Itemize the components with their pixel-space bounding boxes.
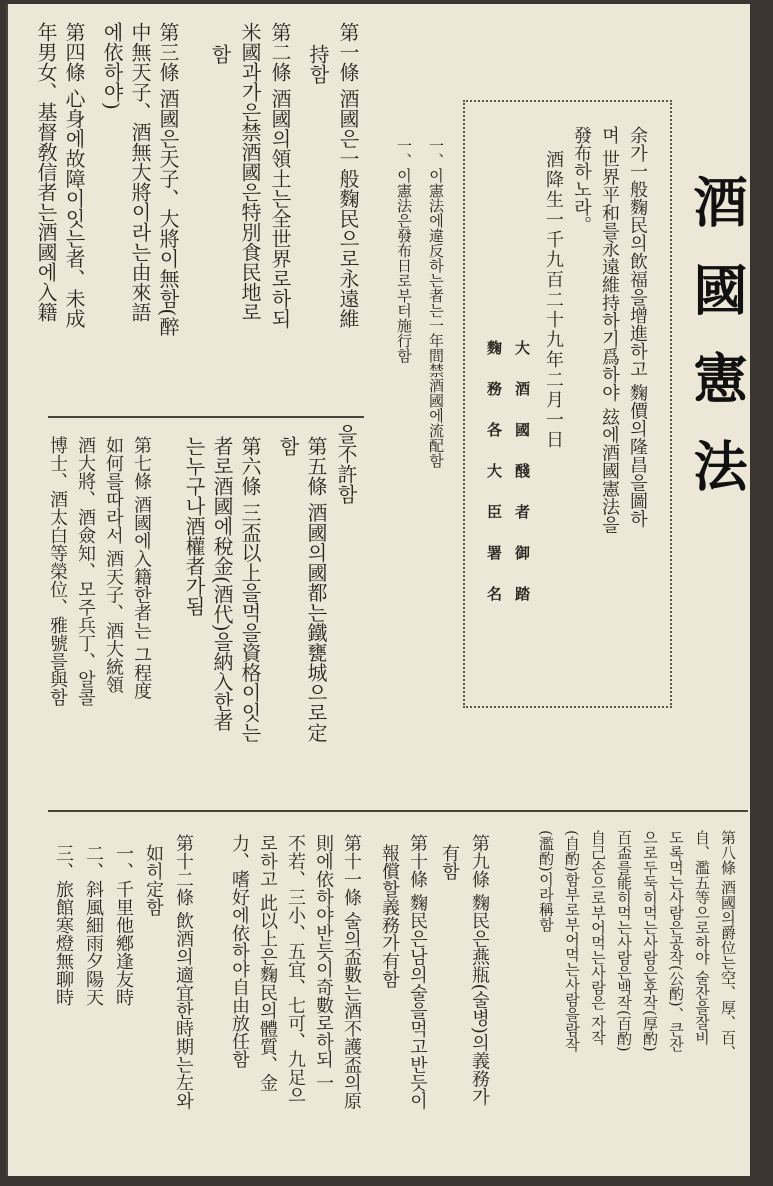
article-8: 第八條 酒國의爵位는空、厚、百、	[719, 830, 737, 1060]
article-8: 自、濫五等으로하야 술잔을잘비	[693, 830, 711, 1045]
declaration-line: 余가一般麴民의飲福을增進하고 麴價의隆昌을圖하	[627, 126, 648, 528]
declaration-line: 發布하노라。	[571, 126, 592, 234]
article-7: 第七條 酒國에入籍한者는 그程度	[131, 436, 152, 700]
article-5: 함	[276, 436, 300, 456]
article-8: (濫酌)이라稱함	[537, 830, 555, 932]
article-8: 自己손으로부어먹는사람은 자작	[589, 830, 607, 1045]
article-6: 第六條 三盃以上을먹을資格이잇는	[238, 436, 262, 743]
article-4-continued: 을不許함	[334, 424, 358, 504]
article-11: 로하고 此以上은麴民의體質、金	[257, 834, 278, 1092]
declaration-date: 酒降生一千九百二十九年二月一日	[543, 150, 564, 450]
article-3: 中無天子、酒無大將이라는由來語	[128, 22, 152, 322]
article-9: 有함	[439, 844, 460, 880]
article-2: 함	[208, 44, 232, 64]
article-11: 不若、三小、五宜、七可、九足으	[285, 834, 306, 1104]
signature-line: 大酒國醆者御踏	[513, 340, 531, 627]
article-12: 第十二條 飲酒의適宜한時期는左와	[173, 834, 194, 1110]
divider-lower	[48, 810, 748, 812]
article-8: 으로두둑히먹는사람은후작(厚酌)	[641, 830, 659, 1052]
article-9: 第九條 麴民은燕瓶(술병)의義務가	[469, 834, 490, 1106]
article-8: (自酌)함부로부어먹는사람을람작	[563, 830, 581, 1052]
article-1: 第一條 酒國은一般麴民으로永遠維	[336, 22, 360, 329]
article-7: 博士、酒太白等榮位、雅號를與함	[47, 436, 68, 706]
document-page	[6, 4, 750, 1176]
article-12: 如히定함	[143, 844, 164, 916]
article-12: 三、旅館寒燈無聊時	[53, 844, 74, 1006]
article-1: 持함	[306, 44, 330, 84]
article-6: 는누구나酒權者가됨	[182, 436, 206, 616]
article-10: 第十條 麴民은남의술을먹고반듯이	[407, 834, 428, 1110]
article-2: 米國과가은禁酒國은特別食民地로	[238, 22, 262, 322]
signature-line: 麴務各大臣署名	[485, 340, 503, 627]
article-7: 酒大將、酒僉知、모주兵丁、알콜	[75, 436, 96, 706]
page-title: 酒國憲法	[685, 174, 748, 526]
declaration-line: 며 世界平和를永遠維持하기爲하야 玆에酒國憲法을	[599, 126, 620, 534]
supplementary-provision: 一、이憲法은發布日로부터施行함	[395, 138, 413, 363]
supplementary-provision: 一、이憲法에違反하는者는一年間禁酒國에流配함	[427, 138, 445, 468]
article-4: 年男女、基督敎信者는酒國에入籍	[34, 22, 58, 322]
article-6: 者로酒國에稅金(酒代)을納入한者	[210, 436, 234, 732]
article-10: 報償할義務가有함	[379, 844, 400, 988]
article-8: 도록먹는사람은공작(公酌)、큰잔	[667, 830, 685, 1052]
article-12: 二、斜風細雨夕陽天	[83, 844, 104, 1006]
article-3: 第三條 酒國은天子、大將이無함(醉	[156, 22, 180, 337]
article-7: 如何를따라서 酒天子、酒大統領	[103, 436, 124, 694]
divider-upper	[48, 416, 364, 418]
article-11: 力、嗜好에依하야自由放任함	[229, 834, 250, 1068]
article-4: 第四條 心身에故障이잇는者、未成	[62, 22, 86, 329]
article-8: 百盃를能히먹는사람은백작(百酌)	[615, 830, 633, 1052]
article-11: 第十一條 술의盃數는酒不護盃의原	[341, 834, 362, 1110]
article-11: 則에依하야반듯이奇數로하되 一	[313, 834, 334, 1092]
article-5: 第五條 酒國의國都는鐵甕城으로定	[304, 436, 328, 743]
article-3: 에依하야)	[100, 22, 124, 110]
article-12: 一、千里他鄕逢友時	[113, 844, 134, 1006]
article-2: 第二條 酒國의領土는全世界로하되	[268, 22, 292, 329]
